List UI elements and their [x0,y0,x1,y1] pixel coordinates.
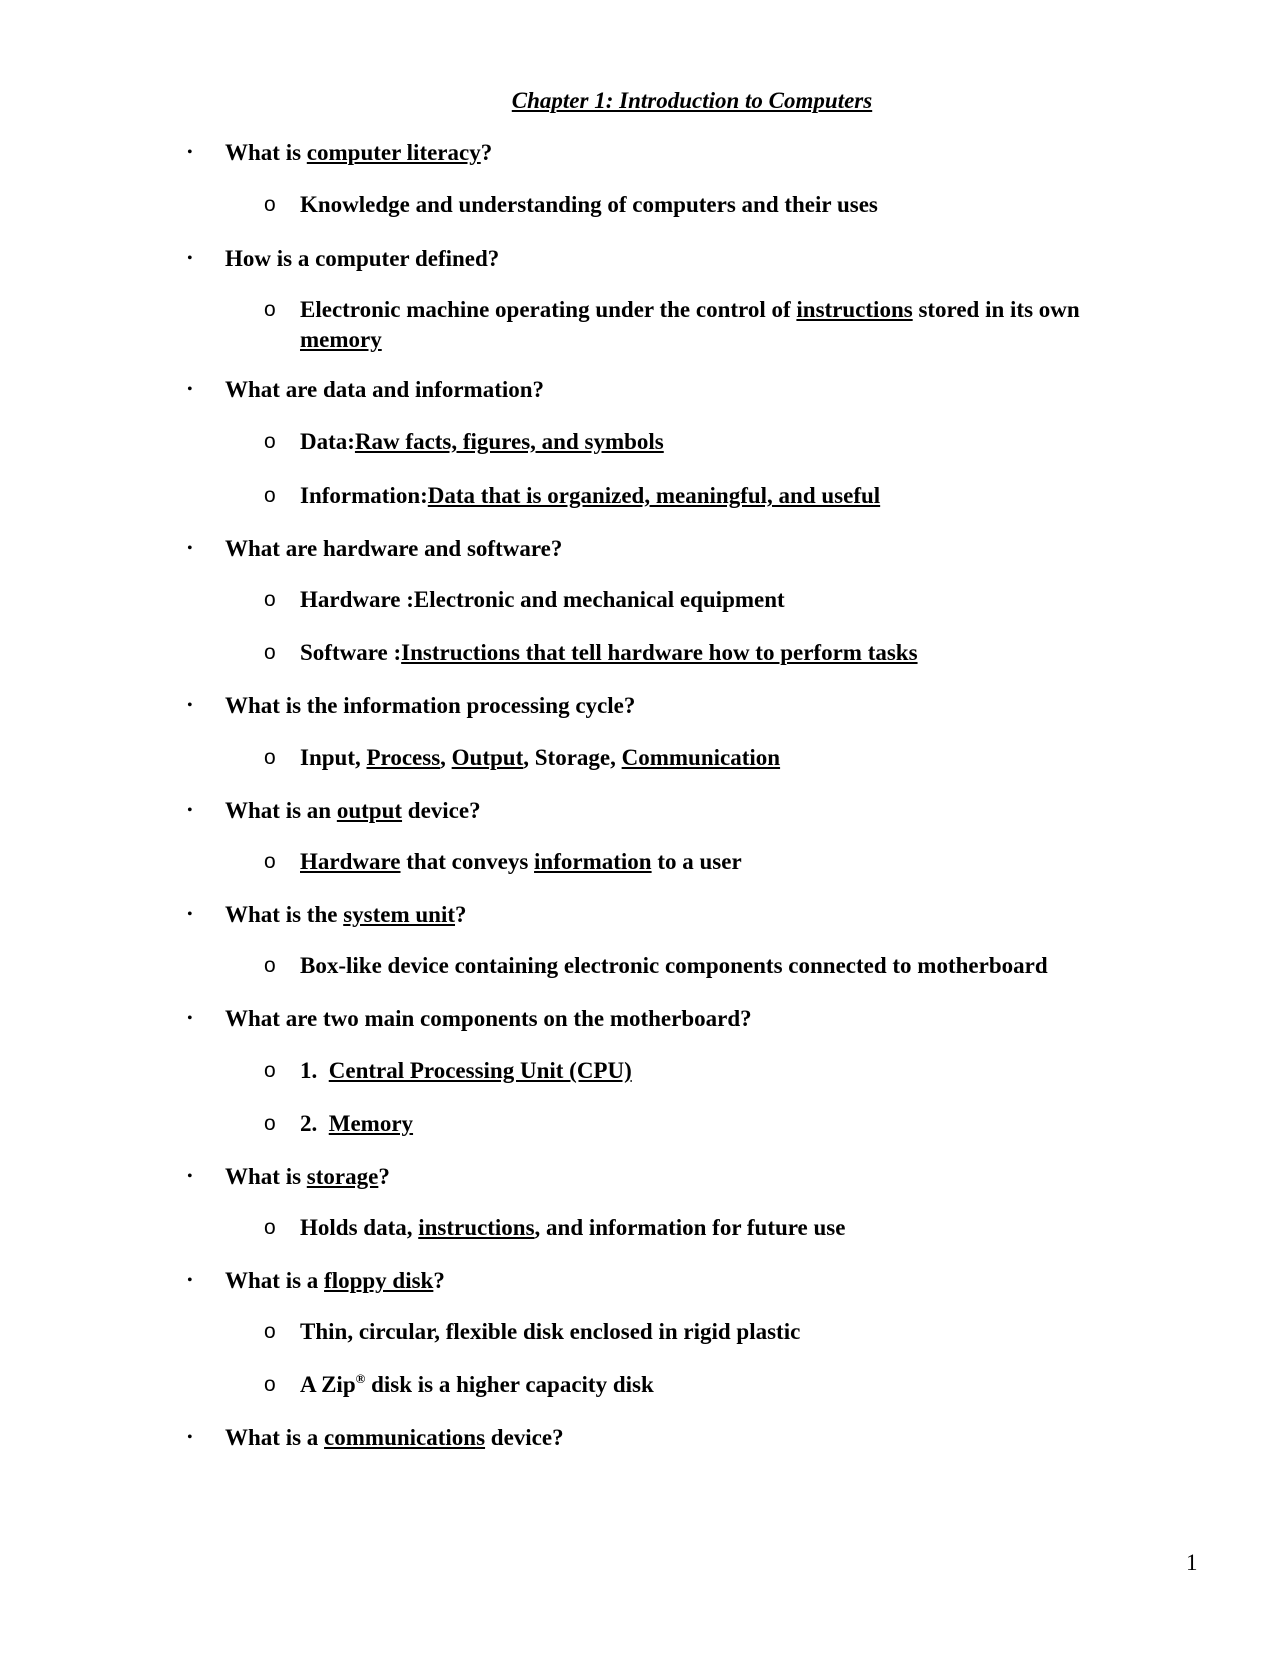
answer-information: o Information:Data that is organized, meaningful, and useful [300,481,880,511]
link-hardware[interactable]: Hardware [300,849,401,874]
sub-bullet: o [264,641,276,664]
chapter-title: Chapter 1: Introduction to Computers [511,88,873,113]
question-data-information: • What are data and information? [225,375,544,405]
link-system-unit[interactable]: system unit [343,902,456,927]
link-output[interactable]: Output [451,745,524,770]
link-memory-component[interactable]: Memory [328,1111,414,1136]
answer-computer-defined: o Electronic machine operating under the control of instructions stored in its own memory [264,297,1080,352]
question-hardware-software: • What are hardware and software? [225,534,562,564]
bullet: • [187,381,193,398]
bullet: • [187,802,193,819]
link-communication[interactable]: Communication [621,745,781,770]
sub-bullet: o [264,1320,276,1343]
sub-bullet: o [264,193,276,216]
bullet: • [187,697,193,714]
link-information[interactable]: information [534,849,652,874]
question-output-device: • What is an output device? [225,796,481,826]
sub-bullet: o [264,1216,276,1239]
link-output-device[interactable]: output [336,798,403,823]
link-instructions[interactable]: instructions [796,297,913,322]
link-memory[interactable]: memory [300,327,382,352]
question-processing-cycle: • What is the information processing cycle? [225,691,635,721]
sub-bullet: o [264,850,276,873]
link-computer-literacy[interactable]: computer literacy [306,140,481,165]
sub-bullet: o [264,746,276,769]
link-instructions-hardware[interactable]: Instructions that tell hardware how to perform tasks [401,640,918,665]
answer-output-device: o Hardware that conveys information to a user [300,847,742,877]
link-storage[interactable]: storage [306,1164,379,1189]
question-computer-literacy: • What is computer literacy? [225,138,492,168]
answer-computer-literacy: o Knowledge and understanding of computers and their uses [300,190,878,220]
link-communications[interactable]: communications [324,1425,486,1450]
page-number: 1 [1186,1550,1198,1575]
answer-software: o Software :Instructions that tell hardware how to perform tasks [300,638,918,668]
sub-bullet: o [264,484,276,507]
link-data-organized[interactable]: Data that is organized, meaningful, and useful [427,483,881,508]
bullet: • [187,1272,193,1289]
bullet: • [187,540,193,557]
answer-hardware: o Hardware :Electronic and mechanical equipment [300,585,785,615]
bullet: • [187,1010,193,1027]
sub-bullet: o [264,298,276,321]
answer-floppy-disk: o Thin, circular, flexible disk enclosed in rigid plastic [300,1317,800,1347]
question-system-unit: • What is the system unit? [225,900,467,930]
question-communications-device: • What is a communications device? [225,1423,564,1453]
sub-bullet: o [264,588,276,611]
bullet: • [187,906,193,923]
link-instructions-storage[interactable]: instructions [418,1215,535,1240]
registered-mark: ® [355,1371,366,1386]
answer-cpu: o 1. Central Processing Unit (CPU) [300,1056,632,1086]
link-process[interactable]: Process [366,745,441,770]
question-storage: • What is storage? [225,1162,390,1192]
answer-system-unit: o Box-like device containing electronic components connected to motherboard [300,951,1048,981]
answer-storage: o Holds data, instructions, and information for future use [300,1213,845,1243]
question-floppy-disk: • What is a floppy disk? [225,1266,445,1296]
answer-zip-disk: o A Zip® disk is a higher capacity disk [300,1370,654,1400]
answer-data: o Data:Raw facts, figures, and symbols [300,427,664,457]
question-motherboard: • What are two main components on the motherboard? [225,1004,752,1034]
sub-bullet: o [264,1373,276,1396]
sub-bullet: o [264,954,276,977]
sub-bullet: o [264,430,276,453]
answer-processing-cycle: o Input, Process, Output, Storage, Communication [300,743,780,773]
link-cpu[interactable]: Central Processing Unit (CPU) [328,1058,632,1083]
sub-bullet: o [264,1059,276,1082]
bullet: • [187,144,193,161]
answer-memory: o 2. Memory [300,1109,413,1139]
link-raw-facts[interactable]: Raw facts, figures, and symbols [354,429,664,454]
bullet: • [187,1429,193,1446]
bullet: • [187,250,193,267]
bullet: • [187,1168,193,1185]
link-floppy-disk[interactable]: floppy disk [324,1268,434,1293]
question-computer-defined: • How is a computer defined? [225,244,499,274]
sub-bullet: o [264,1112,276,1135]
